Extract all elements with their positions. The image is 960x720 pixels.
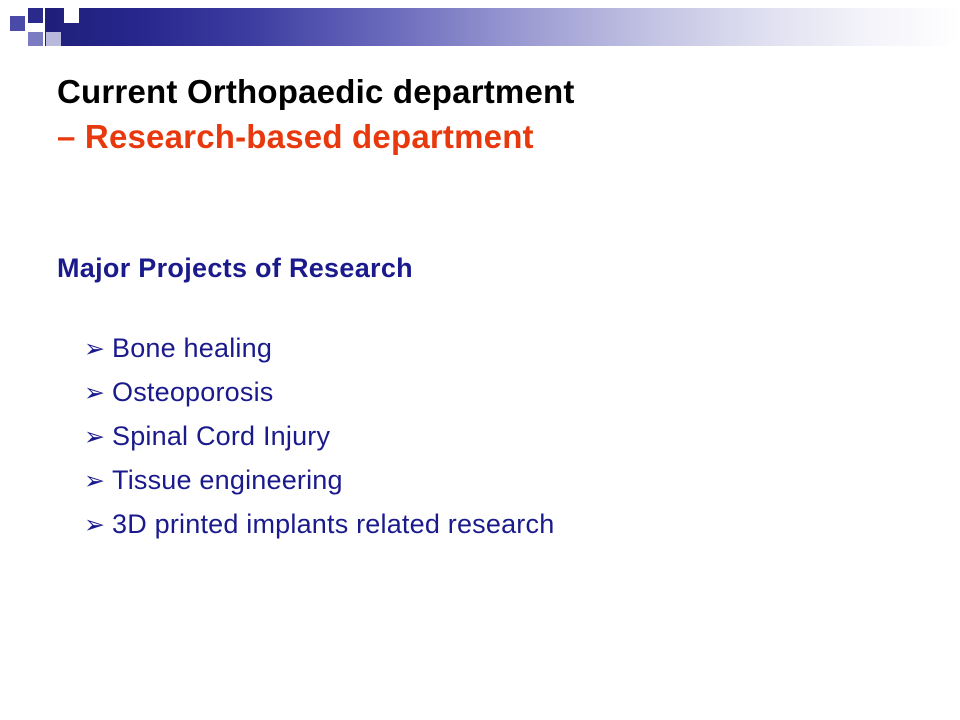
arrow-bullet-icon: ➢ [84,467,105,495]
header-square-2 [28,8,43,23]
arrow-bullet-icon: ➢ [84,379,105,407]
list-item [84,509,904,553]
title-line-accent: – Research-based department [57,118,534,155]
arrow-bullet-icon: ➢ [84,335,105,363]
slide-title [57,72,917,158]
list-item [84,377,904,421]
header-square-3 [28,32,43,46]
list-item-label: Tissue engineering [112,465,343,495]
header-square-1 [10,16,25,31]
arrow-bullet-icon: ➢ [84,511,105,539]
list-item-label: Spinal Cord Injury [112,421,331,451]
research-projects-list [84,333,904,553]
list-item-label: Osteoporosis [112,377,274,407]
header-gradient-bar [45,8,960,46]
section-heading: Major Projects of Research [57,253,413,283]
list-item [84,421,904,465]
header-square-4 [46,32,61,46]
title-line-primary: Current Orthopaedic department [57,73,575,110]
arrow-bullet-icon: ➢ [84,423,105,451]
list-item-label: 3D printed implants related research [112,509,555,539]
list-item [84,465,904,509]
header-square-5 [64,8,79,23]
list-item-label: Bone healing [112,333,273,363]
list-item [84,333,904,377]
decorative-header-band [0,8,960,46]
